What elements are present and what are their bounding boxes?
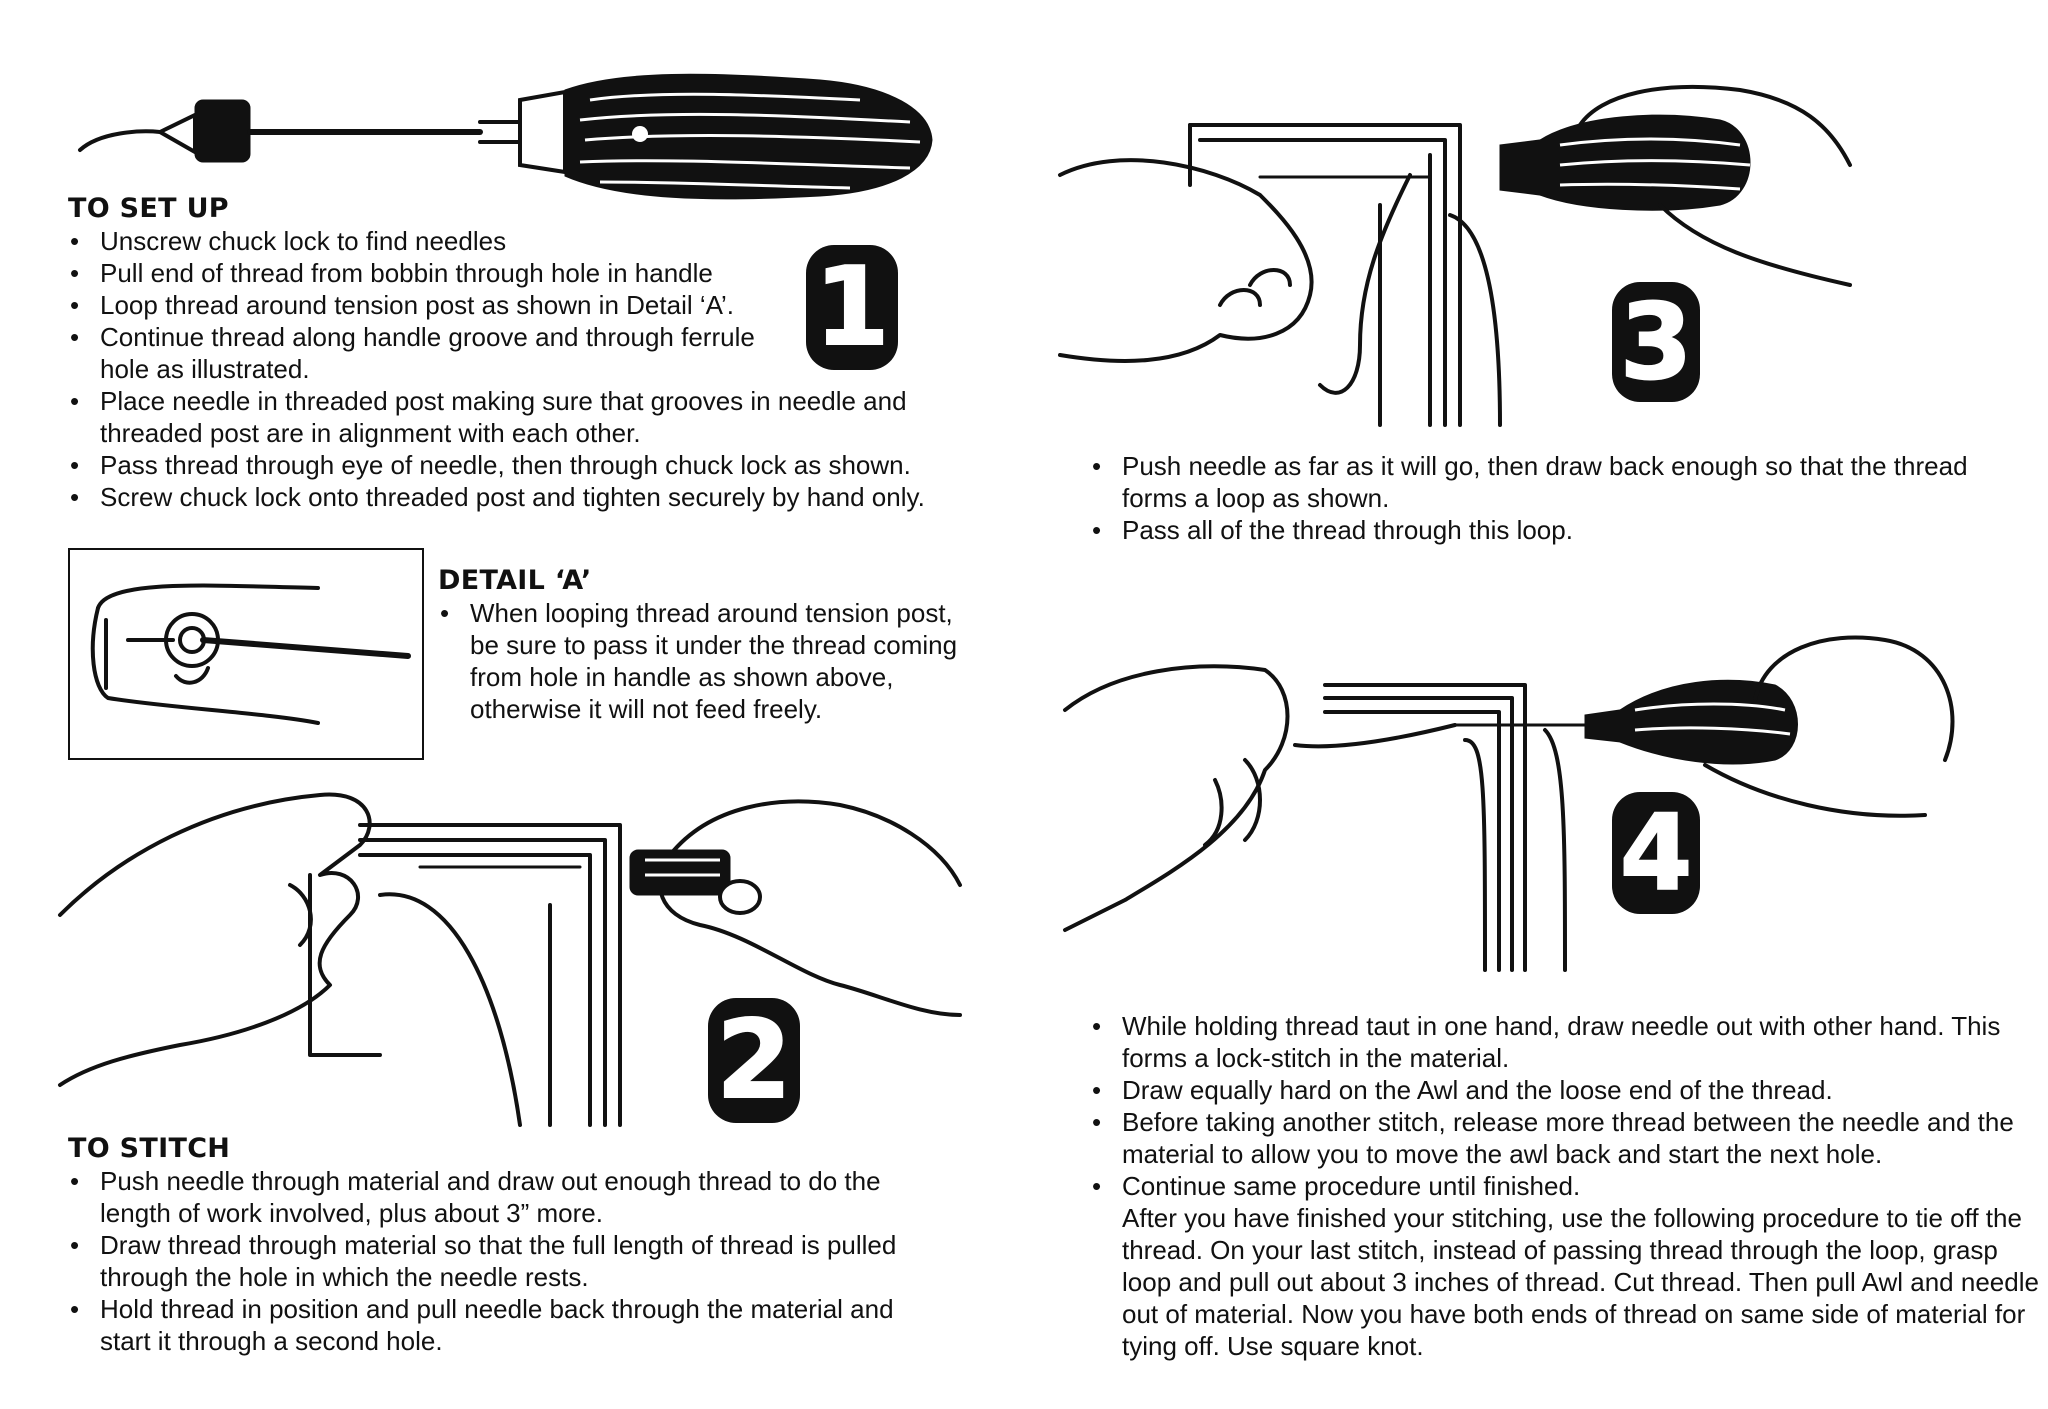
step3-step: • Pass all of the thread through this loop. — [1090, 514, 2010, 546]
setup-step: • Place needle in threaded post making sure that grooves in needle and threaded post are in alignment with each other. — [68, 385, 980, 449]
step3-steps — [1090, 450, 2010, 546]
detail-tension-post-illustration — [68, 548, 424, 760]
hands-stitching-illustration — [60, 785, 970, 1125]
stitch-steps — [68, 1165, 948, 1357]
hands-loop-illustration — [1060, 85, 1990, 425]
setup-step: • Loop thread around tension post as shown in Detail ‘A’. — [68, 289, 800, 321]
setup-step: • Unscrew chuck lock to find needles — [68, 225, 800, 257]
setup-step: • Continue thread along handle groove and through ferrule hole as illustrated. — [68, 321, 800, 385]
step3-step: • Push needle as far as it will go, then draw back enough so that the thread forms a loop as shown. — [1090, 450, 2010, 514]
finishing-instructions: After you have finished your stitching, use the following procedure to tie off the thread. On your last stitch, instead of passing thread through the loop, grasp loop and pull out about 3 inches of thread. Cut thread. Then pull Awl and needle out of material. Now you have both ends of thread on same side of material for tying off. Use square knot. — [1122, 1203, 2039, 1361]
step4-step: • Draw equally hard on the Awl and the loose end of the thread. — [1090, 1074, 2020, 1106]
step-badge-2: 2 — [708, 998, 800, 1123]
step-badge-3: 3 — [1612, 282, 1700, 402]
setup-step: • Pass thread through eye of needle, then through chuck lock as shown. — [68, 449, 1000, 481]
step4-step: • Before taking another stitch, release more thread between the needle and the material to allow you to move the awl back and start the next hole. — [1090, 1106, 2020, 1170]
detail-step: • When looping thread around tension post, be sure to pass it under the thread coming from hole in handle as shown above, otherwise it will not feed freely. — [438, 597, 958, 725]
stitch-step: • Push needle through material and draw out enough thread to do the length of work involved, plus about 3” more. — [68, 1165, 948, 1229]
setup-heading: TO SET UP — [68, 193, 229, 224]
detail-heading: DETAIL ‘A’ — [438, 565, 592, 596]
stitch-heading: TO STITCH — [68, 1133, 231, 1164]
step-badge-4: 4 — [1612, 792, 1700, 914]
setup-step: • Pull end of thread from bobbin through hole in handle — [68, 257, 800, 289]
step4-step: • While holding thread taut in one hand, draw needle out with other hand. This forms a lock-stitch in the material. — [1090, 1010, 2020, 1074]
stitch-step: • Hold thread in position and pull needle back through the material and start it through a second hole. — [68, 1293, 948, 1357]
detail-steps — [438, 597, 958, 725]
stitch-step: • Draw thread through material so that the full length of thread is pulled through the hole in which the needle rests. — [68, 1229, 948, 1293]
step-badge-1: 1 — [806, 245, 898, 370]
step4-step: • Continue same procedure until finished. — [1090, 1170, 2020, 1202]
step4-steps — [1090, 1010, 2020, 1202]
setup-step: • Screw chuck lock onto threaded post and tighten securely by hand only. — [68, 481, 1000, 513]
hands-lockstitch-illustration — [1065, 630, 1985, 990]
